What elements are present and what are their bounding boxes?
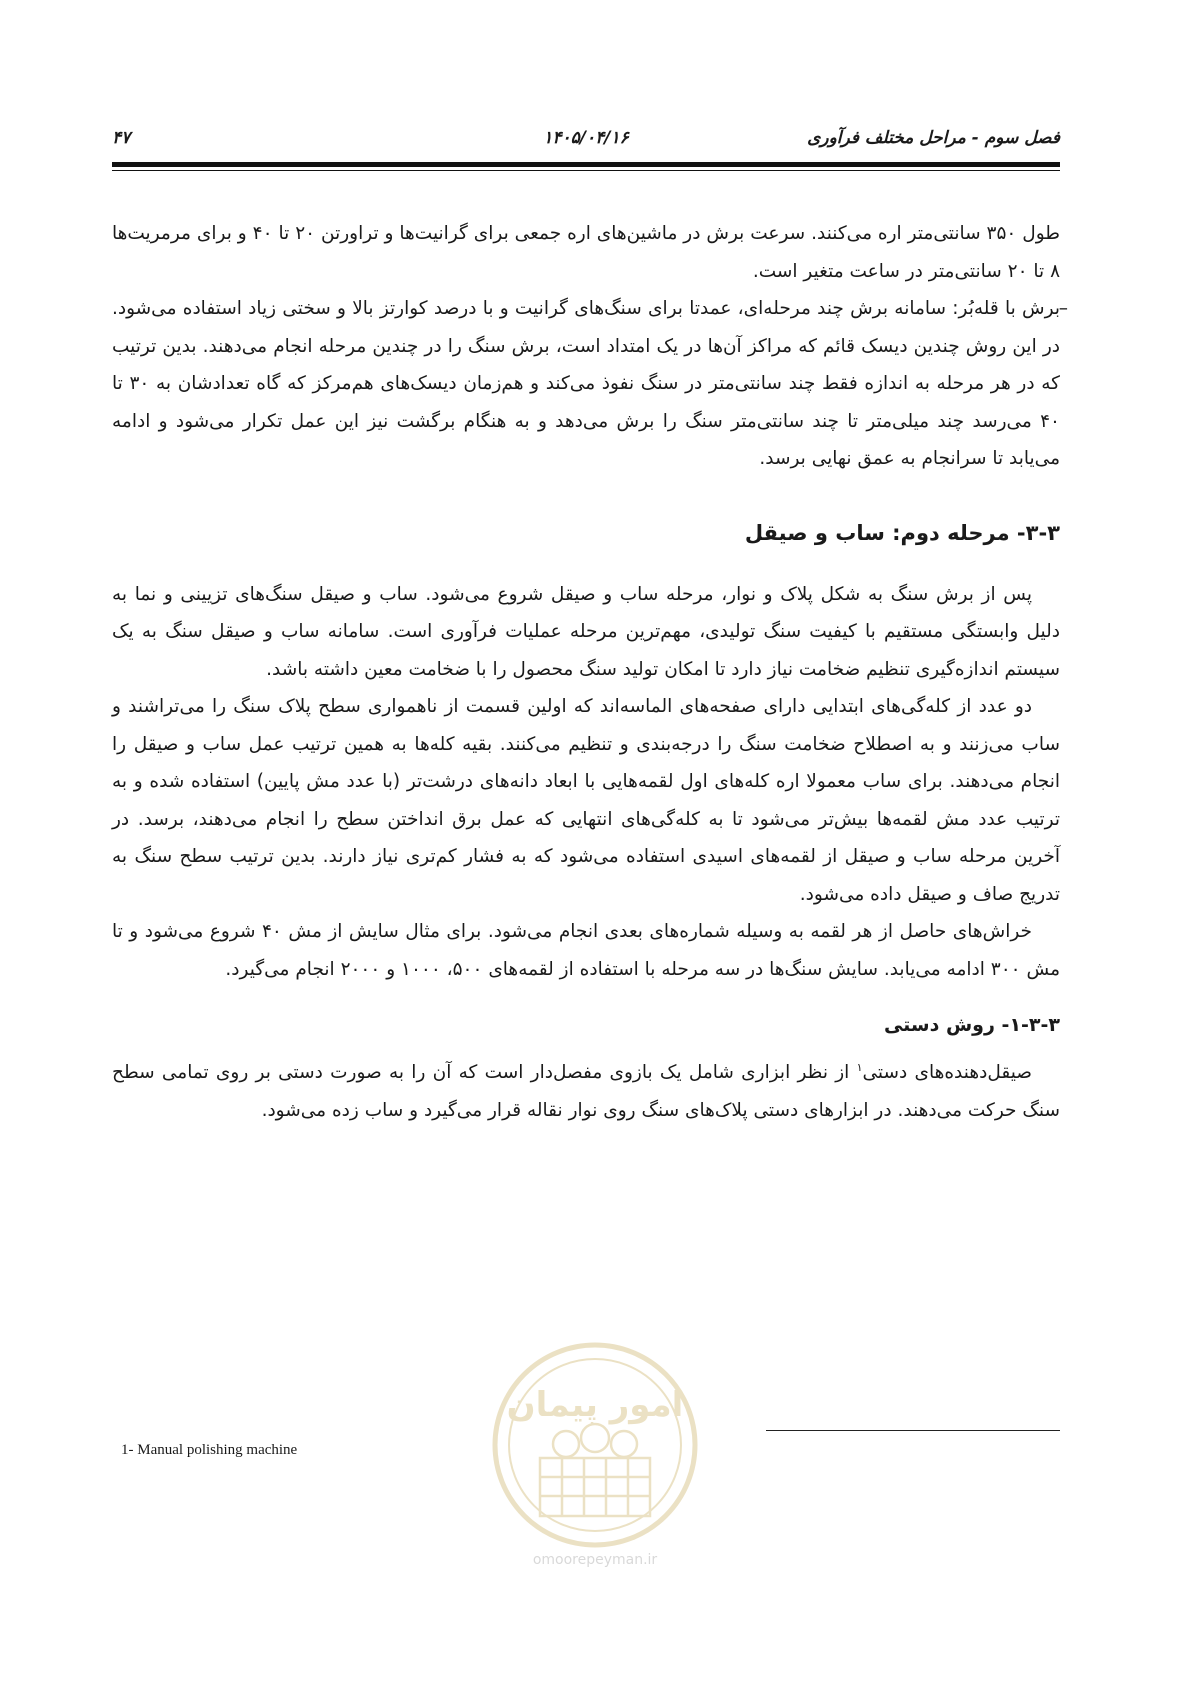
paragraph-manual-method — [112, 1054, 1060, 1129]
page-body — [112, 215, 1068, 1129]
header-rule-thick — [112, 162, 1060, 167]
chapter-title: فصل سوم - مراحل مختلف فرآوری — [807, 128, 1060, 148]
header-rule-thin — [112, 170, 1060, 171]
watermark-url: omoorepeyman.ir — [532, 1552, 658, 1568]
paragraph-polishing-intro: پس از برش سنگ به شکل پلاک و نوار، مرحله ساب و صیقل شروع می‌شود. ساب و صیقل سنگ‌های تزیینی و نما به دلیل وابستگی مستقیم با کیفیت سنگ تولیدی، مهم‌ترین مرحله عملیات فرآوری است. سامانه ساب و صیقل سنگ به یک سیستم اندازه‌گیری تنظیم ضخامت نیاز دارد تا امکان تولید سنگ محصول را با ضخامت معین داشته باشد. — [112, 583, 1060, 680]
section-heading: ۳-۳- مرحله دوم: ساب و صیقل — [744, 520, 1060, 545]
header-date: ۱۴۰۵/۰۴/۱۶ — [543, 128, 629, 148]
manual-polishers-term: صیقل‌دهنده‌های دستی — [862, 1062, 1032, 1083]
paragraph-continuation: طول ۳۵۰ سانتی‌متر اره می‌کنند. سرعت برش در ماشین‌های اره جمعی برای گرانیت‌ها و تراورتن ۲۰ تا ۴۰ و برای مرمریت‌ها ۸ تا ۲۰ سانتی‌متر در ساعت متغیر است. — [112, 223, 1061, 282]
bullet-item-multi-blade-cutting — [112, 290, 1068, 478]
page-header — [112, 128, 1060, 158]
watermark-logo-text: امور پیمان — [506, 1385, 684, 1425]
bullet-dash: – — [1058, 298, 1068, 319]
subsection-heading: ۱-۳-۳- روش دستی — [883, 1014, 1060, 1036]
footnote-reference: ۱ — [856, 1060, 863, 1074]
footnote: 1- Manual polishing machine — [121, 1442, 298, 1458]
watermark — [488, 1338, 702, 1578]
manual-method-text: از نظر ابزاری شامل یک بازوی مفصل‌دار است که آن را به صورت دستی بر روی تمامی سطح سنگ حرکت می‌دهند. در ابزارهای دستی پلاک‌های سنگ روی نوار نقاله قرار می‌گیرد و ساب زده می‌شود. — [112, 1062, 1060, 1121]
paragraph-scratches: خراش‌های حاصل از هر لقمه به وسیله شماره‌های بعدی انجام می‌شود. برای مثال سایش از مش ۴۰ شروع می‌شود و تا مش ۳۰۰ ادامه می‌یابد. سایش سنگ‌ها در سه مرحله با استفاده از لقمه‌های ۵۰۰، ۱۰۰۰ و ۲۰۰۰ انجام می‌گیرد. — [112, 921, 1060, 980]
page-number: ۴۷ — [112, 128, 131, 148]
paragraph-polishing-heads: دو عدد از کله‌گی‌های ابتدایی دارای صفحه‌های الماسه‌اند که اولین قسمت از ناهمواری سطح پلاک سنگ را می‌تراشند و ساب می‌زنند و به اصطلاح ضخامت سنگ را درجه‌بندی و تنظیم می‌کنند. بقیه کله‌ها به همین ترتیب عمل ساب و صیقل را انجام می‌دهند. برای ساب معمولا اره کله‌های اول لقمه‌هایی با ابعاد دانه‌های درشت‌تر (با عدد مش پایین) استفاده شده و به ترتیب عدد مش لقمه‌ها بیش‌تر می‌شود تا به کله‌گی‌های انتهایی که عمل برق انداختن سطح را انجام می‌دهند، برسد. در آخرین مرحله ساب و صیقل از لقمه‌های اسیدی استفاده می‌شود که به فشار کم‌تری نیاز دارند. بدین ترتیب سطح سنگ به تدریج صاف و صیقل داده می‌شود. — [112, 696, 1060, 905]
footnote-separator — [766, 1430, 1060, 1431]
watermark-logo-icon — [488, 1338, 702, 1552]
bullet-text: برش با قله‌بُر: سامانه برش چند مرحله‌ای، عمدتا برای سنگ‌های گرانیت و با درصد کوارتز بالا و سختی زیاد استفاده می‌شود. در این روش چندین دیسک قائم که مراکز آن‌ها در یک امتداد است، برش سنگ را در چندین مرحله انجام می‌دهند. بدین ترتیب که در هر مرحله به اندازه فقط چند سانتی‌متر در سنگ نفوذ می‌کند و هم‌زمان دیسک‌های هم‌مرکز که گاه تعدادشان به ۳۰ تا ۴۰ می‌رسد چند میلی‌متر تا چند سانتی‌متر سنگ را برش می‌دهد و به هنگام برگشت نیز این عمل تکرار می‌شود و ادامه می‌یابد تا سرانجام به عمق نهایی برسد. — [112, 298, 1060, 469]
